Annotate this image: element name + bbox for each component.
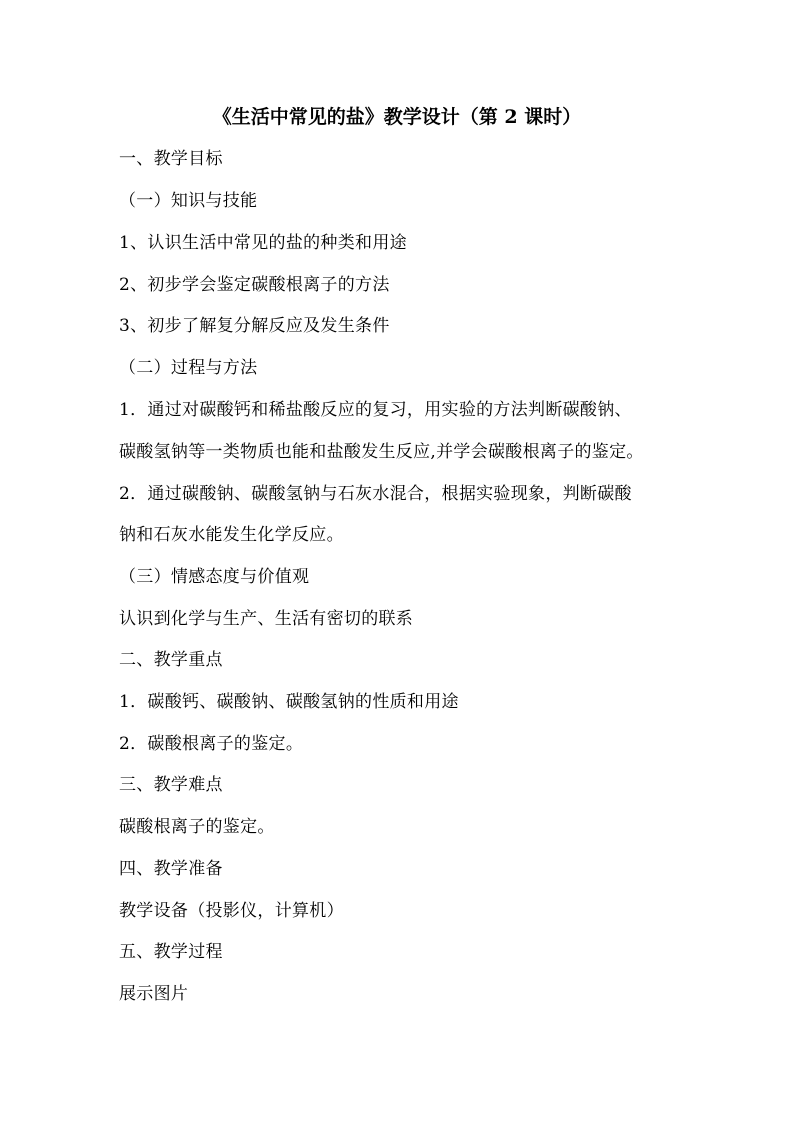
subheading-process-methods: （二）过程与方法: [119, 358, 258, 378]
subheading-emotion-values: （三）情感态度与价值观: [119, 567, 310, 587]
heading-teaching-objectives: 一、教学目标: [119, 149, 223, 169]
paragraph-line: 教学设备（投影仪，计算机）: [119, 901, 344, 921]
heading-teaching-process: 五、教学过程: [119, 942, 223, 962]
paragraph-line: 钠和石灰水能发生化学反应。: [119, 525, 344, 545]
paragraph-line: 1．通过对碳酸钙和稀盐酸反应的复习，用实验的方法判断碳酸钠、: [119, 400, 632, 420]
list-item: 2、初步学会鉴定碳酸根离子的方法: [119, 275, 390, 295]
heading-teaching-preparation: 四、教学准备: [119, 859, 223, 879]
paragraph-line: 认识到化学与生产、生活有密切的联系: [119, 609, 414, 629]
paragraph-line: 2．通过碳酸钠、碳酸氢钠与石灰水混合，根据实验现象，判断碳酸: [119, 484, 632, 504]
paragraph-line: 碳酸氢钠等一类物质也能和盐酸发生反应,并学会碳酸根离子的鉴定。: [119, 442, 644, 462]
paragraph-line: 碳酸根离子的鉴定。: [119, 817, 275, 837]
paragraph-line: 展示图片: [119, 984, 189, 1004]
document-title: 《生活中常见的盐》教学设计（第 2 课时）: [212, 106, 582, 128]
list-item: 1．碳酸钙、碳酸钠、碳酸氢钠的性质和用途: [119, 692, 459, 712]
heading-teaching-difficulty: 三、教学难点: [119, 775, 223, 795]
subheading-knowledge-skills: （一）知识与技能: [119, 191, 258, 211]
list-item: 2．碳酸根离子的鉴定。: [119, 734, 304, 754]
list-item: 3、初步了解复分解反应及发生条件: [119, 316, 390, 336]
heading-teaching-focus: 二、教学重点: [119, 650, 223, 670]
list-item: 1、认识生活中常见的盐的种类和用途: [119, 233, 407, 253]
